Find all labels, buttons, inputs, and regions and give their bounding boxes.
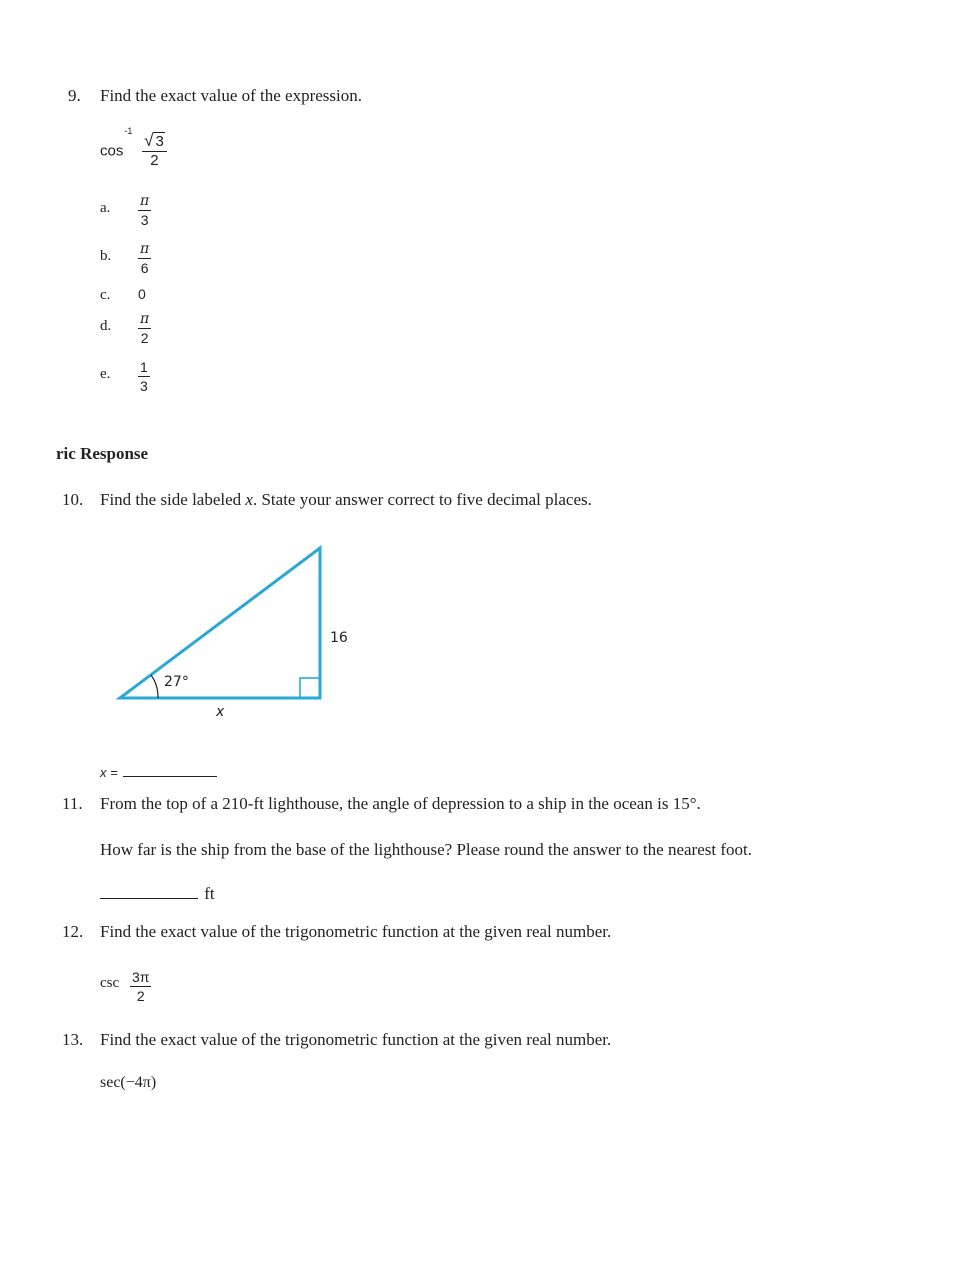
q10-answer-line: x = bbox=[100, 762, 217, 781]
question-11-question: How far is the ship from the base of the lighthouse? Please round the answer to the nearest foot. bbox=[100, 840, 752, 859]
right-triangle-figure bbox=[100, 530, 360, 730]
angle-arc bbox=[151, 675, 158, 698]
q12-expression bbox=[100, 968, 150, 1004]
csc-function: csc bbox=[100, 975, 120, 991]
option-e: e. $\frac{1}{3}$ bbox=[100, 359, 148, 394]
question-10-number: 10. bbox=[62, 490, 84, 509]
base-label-x: x bbox=[216, 704, 225, 720]
side-label-16: 16 bbox=[330, 630, 348, 646]
question-13-number: 13. bbox=[62, 1030, 84, 1049]
option-d: d. $\frac{\pi}{2}$ bbox=[100, 311, 150, 346]
unit-label: ft bbox=[204, 884, 215, 903]
question-9-prompt: Find the exact value of the expression. bbox=[100, 86, 363, 105]
option-c: c. 0 bbox=[100, 286, 146, 303]
question-number: 9. bbox=[68, 86, 81, 105]
answer-blank[interactable] bbox=[123, 762, 217, 777]
question-10-prompt: Find the side labeled x. State your answer correct to five decimal places. bbox=[100, 490, 592, 509]
q9-expression bbox=[100, 126, 167, 170]
question-12-prompt: Find the exact value of the trigonometric function at the given real number. bbox=[100, 922, 612, 941]
q13-expression: sec(−4π) bbox=[100, 1074, 157, 1091]
answer-blank[interactable] bbox=[100, 884, 198, 899]
triangle-outline bbox=[120, 548, 320, 698]
section-heading: ric Response bbox=[56, 444, 149, 463]
3pi-over-2-fraction: $\frac{3\pi}{2}$ bbox=[132, 969, 150, 1004]
question-12-number: 12. bbox=[62, 922, 84, 941]
sqrt3-over-2-fraction: $\frac{√ 3}{2}$ bbox=[142, 132, 167, 170]
question-13-prompt: Find the exact value of the trigonometric function at the given real number. bbox=[100, 1030, 612, 1049]
question-11-number: 11. bbox=[62, 794, 83, 813]
cos-function: cos bbox=[100, 142, 124, 160]
q11-answer-line bbox=[100, 884, 215, 904]
right-angle-marker bbox=[300, 678, 320, 698]
sqrt-icon: √ bbox=[144, 131, 154, 150]
question-11-prompt: From the top of a 210-ft lighthouse, the angle of depression to a ship in the ocean is 15°. bbox=[100, 794, 701, 813]
question-9 bbox=[68, 86, 81, 106]
option-a: a. $\frac{\pi}{3}$ bbox=[100, 193, 150, 228]
inverse-exponent: -1 bbox=[124, 126, 133, 137]
option-b: b. $\frac{\pi}{6}$ bbox=[100, 241, 150, 276]
angle-label: 27° bbox=[164, 674, 189, 690]
